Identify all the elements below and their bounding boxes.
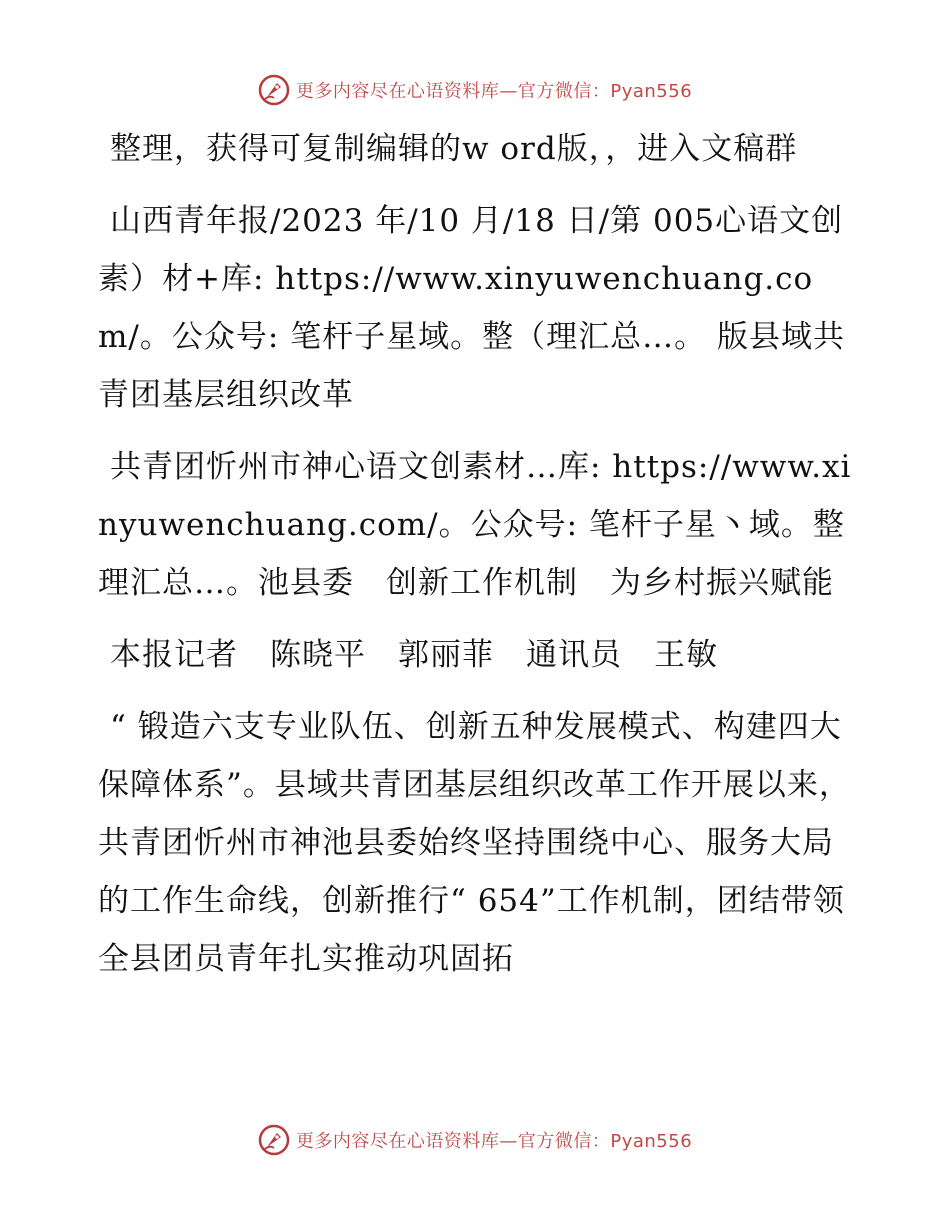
document-body [98, 120, 858, 1002]
header-banner-text: 更多内容尽在心语资料库—官方微信：Pyan556 [295, 81, 693, 102]
paragraph-byline: 本报记者 陈晓平 郭丽菲 通讯员 王敏 [110, 637, 718, 673]
header-banner [0, 70, 950, 110]
pen-nib-logo-icon [258, 74, 290, 106]
paragraph-title: 共青团忻州市神心语文创素材…库: https://www.xinyuwenchuang.com/。公众号: 笔杆子星丶域。整理汇总…。池县委 创新工作机制 为乡村振兴赋能 [98, 449, 852, 601]
paragraph-intro: 整理，获得可复制编辑的w ord版，，进入文稿群 [110, 131, 798, 167]
paragraph-lead: “ 锻造六支专业队伍、创新五种发展模式、构建四大保障体系”。县域共青团基层组织改革工作开展以来，共青团忻州市神池县委始终坚持围绕中心、服务大局的工作生命线，创新推行“ 654”工作机制，团结带领全县团员青年扎实推动巩固拓 [98, 709, 851, 977]
footer-banner-text: 更多内容尽在心语资料库—官方微信：Pyan556 [295, 1131, 693, 1152]
footer-banner [0, 1120, 950, 1160]
paragraph-source: 山西青年报/2023 年/10 月/18 日/第 005心语文创素）材+库: https://www.xinyuwenchuang.com/。公众号: 笔杆子星域。整（理汇总…。 版县域共青团基层组织改革 [98, 203, 845, 413]
pen-nib-logo-icon [258, 1124, 290, 1156]
